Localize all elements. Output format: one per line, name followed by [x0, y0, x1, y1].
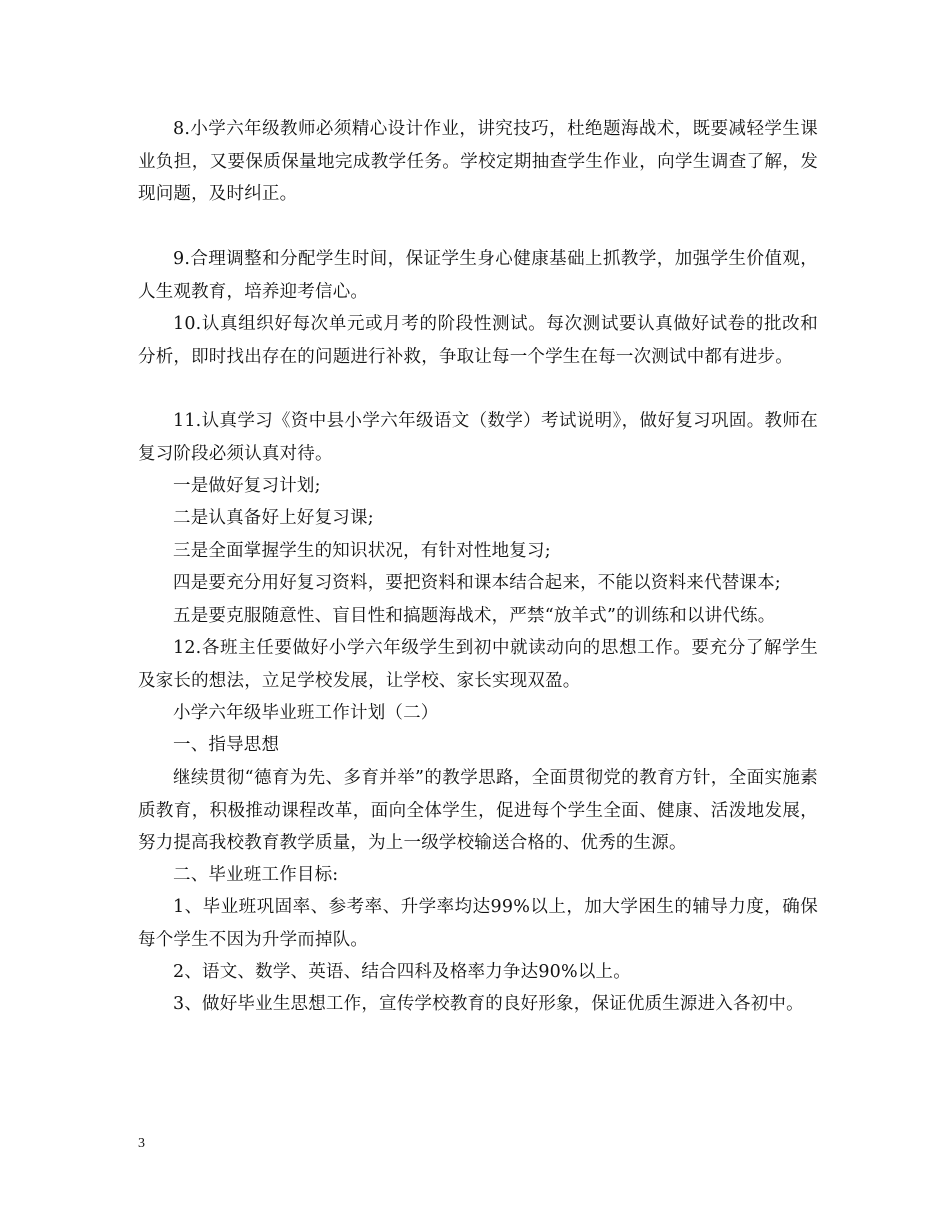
section-title: 小学六年级毕业班工作计划（二）: [173, 703, 439, 723]
goal-item-3: 3、做好毕业生思想工作，宣传学校教育的良好形象，保证优质生源进入各初中。: [173, 994, 804, 1014]
heading-guiding-ideology: 一、指导思想: [173, 735, 280, 755]
paragraph-guiding-ideology: 继续贯彻“德育为先、多育并举”的教学思路，全面贯彻党的教育方针，全面实施素质教育，积极推动课程改革，面向全体学生，促进每个学生全面、健康、活泼地发展，努力提高我校教育教学质量，为上一级学校输送合格的、优秀的生源。: [138, 768, 818, 853]
goal-item-1: 1、毕业班巩固率、参考率、升学率均达99%以上，加大学困生的辅导力度，确保每个学生不因为升学而掉队。: [138, 897, 818, 950]
paragraph-item-9: 9.合理调整和分配学生时间，保证学生身心健康基础上抓教学，加强学生价值观，人生观教育，培养迎考信心。: [138, 249, 818, 302]
heading-work-goals: 二、毕业班工作目标:: [173, 865, 339, 885]
goal-item-2: 2、语文、数学、英语、结合四科及格率力争达90%以上。: [173, 962, 631, 982]
paragraph-item-12: 12.各班主任要做好小学六年级学生到初中就读动向的思想工作。要充分了解学生及家长的想法，立足学校发展，让学校、家长实现双盈。: [138, 638, 818, 691]
paragraph-item-8: 8.小学六年级教师必须精心设计作业，讲究技巧，杜绝题海战术，既要减轻学生课业负担，又要保质保量地完成教学任务。学校定期抽查学生作业，向学生调查了解，发现问题，及时纠正。: [138, 119, 818, 204]
review-point-3: 三是全面掌握学生的知识状况，有针对性地复习;: [173, 541, 551, 561]
review-point-1: 一是做好复习计划;: [173, 476, 321, 496]
review-point-2: 二是认真备好上好复习课;: [173, 508, 374, 528]
page-number: 3: [138, 1136, 145, 1151]
paragraph-item-11: 11.认真学习《资中县小学六年级语文（数学）考试说明》，做好复习巩固。教师在复习阶段必须认真对待。: [138, 411, 818, 464]
review-point-4: 四是要充分用好复习资料，要把资料和课本结合起来，不能以资料来代替课本;: [173, 573, 781, 593]
review-point-5: 五是要克服随意性、盲目性和搞题海战术，严禁“放羊式”的训练和以讲代练。: [173, 606, 776, 626]
paragraph-item-10: 10.认真组织好每次单元或月考的阶段性测试。每次测试要认真做好试卷的批改和分析，即时找出存在的问题进行补救，争取让每一个学生在每一次测试中都有进步。: [138, 314, 818, 367]
